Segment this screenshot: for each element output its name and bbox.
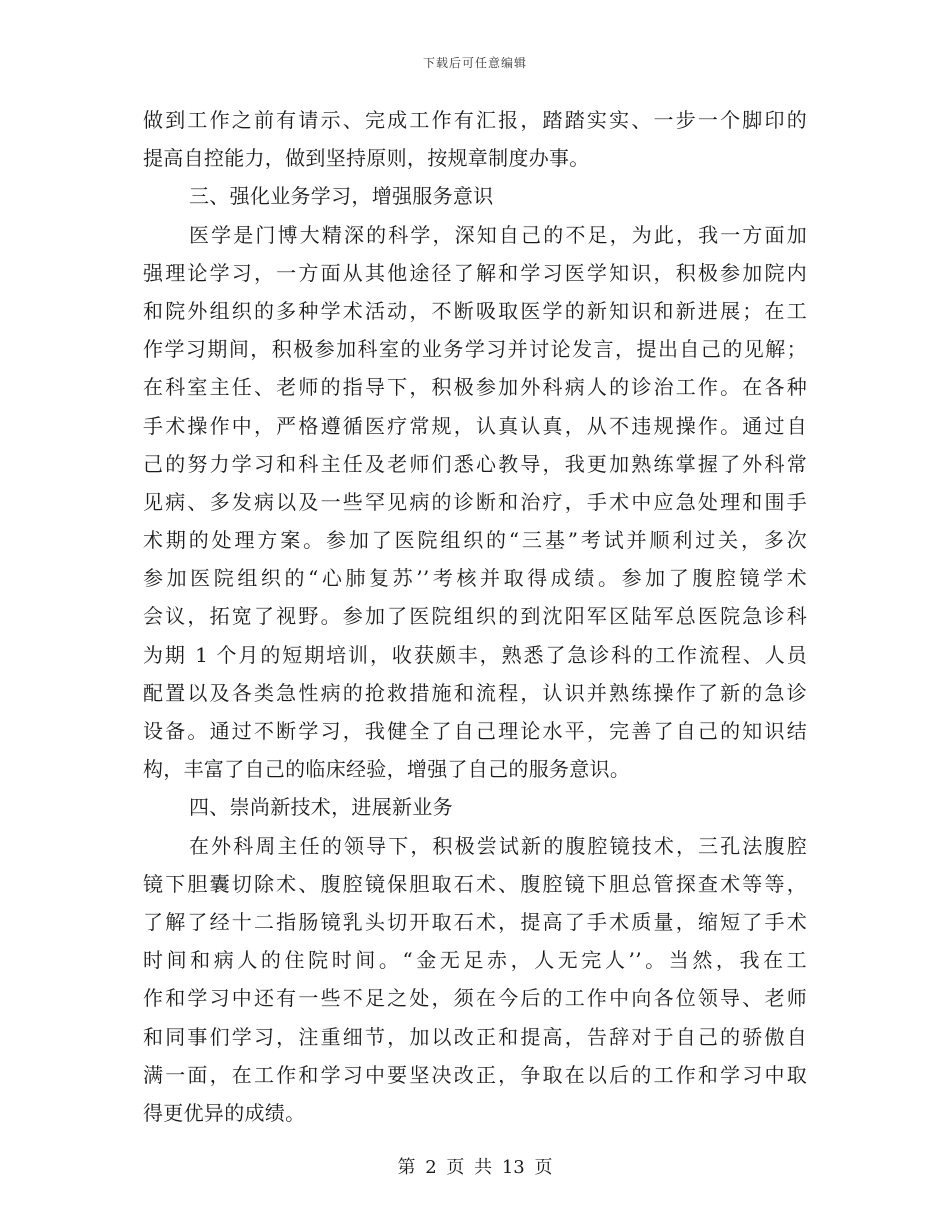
paragraph-line: 得更优异的成绩。 — [143, 1100, 306, 1125]
paragraph-line: 构，丰富了自己的临床经验，增强了自己的服务意识。 — [143, 757, 631, 782]
paragraph-line: 做到工作之前有请示、完成工作有汇报，踏踏实实、一步一个脚印的 — [143, 108, 807, 132]
paragraph-line: 设备。通过不断学习，我健全了自己理论水平，完善了自己的知识结 — [143, 719, 807, 743]
paragraph-line: 提高自控能力，做到坚持原则，按规章制度办事。 — [143, 146, 590, 171]
header-note: 下载后可任意编辑 — [422, 56, 527, 70]
paragraph-line: 医学是门博大精深的科学，深知自己的不足，为此，我一方面加 — [189, 222, 807, 247]
paragraph-line: 作学习期间，积极参加科室的业务学习并讨论发言，提出自己的见解； — [143, 337, 807, 362]
paragraph-line: 强理论学习，一方面从其他途径了解和学习医学知识，积极参加院内 — [143, 260, 807, 285]
section-heading: 四、崇尚新技术，进展新业务 — [189, 795, 453, 820]
paragraph-line: 镜下胆囊切除术、腹腔镜保胆取石术、腹腔镜下胆总管探查术等等， — [143, 871, 807, 896]
paragraph-line: 在外科周主任的领导下，积极尝试新的腹腔镜技术，三孔法腹腔 — [189, 833, 807, 858]
paragraph-line: 术期的处理方案。参加了医院组织的“三基”考试并顺利过关，多次 — [143, 528, 807, 553]
paragraph-line: 为期 1 个月的短期培训，收获颇丰，熟悉了急诊科的工作流程、人员 — [143, 642, 807, 667]
paragraph-line: 手术操作中，严格遵循医疗常规，认真认真，从不违规操作。通过自 — [143, 413, 807, 438]
paragraph-line: 时间和病人的住院时间。“金无足赤，人无完人’’。当然，我在工 — [143, 948, 807, 973]
paragraph-line: 己的努力学习和科主任及老师们悉心教导，我更加熟练掌握了外科常 — [143, 451, 807, 476]
paragraph-line: 和同事们学习，注重细节，加以改正和提高，告辞对于自己的骄傲自 — [143, 1024, 807, 1049]
paragraph-line: 满一面，在工作和学习中要坚决改正，争取在以后的工作和学习中取 — [143, 1062, 807, 1087]
paragraph-line: 和院外组织的多种学术活动，不断吸取医学的新知识和新进展；在工 — [143, 298, 807, 323]
paragraph-line: 配置以及各类急性病的抢救措施和流程，认识并熟练操作了新的急诊 — [143, 680, 807, 705]
page-number: 第 2 页 共 13 页 — [397, 1157, 553, 1178]
paragraph-line: 见病、多发病以及一些罕见病的诊断和治疗，手术中应急处理和围手 — [143, 489, 807, 514]
paragraph-line: 参加医院组织的“心肺复苏’’考核并取得成绩。参加了腹腔镜学术 — [143, 566, 807, 591]
paragraph-line: 会议，拓宽了视野。参加了医院组织的到沈阳军区陆军总医院急诊科 — [143, 604, 807, 629]
document-body — [143, 101, 807, 1132]
paragraph-line: 在科室主任、老师的指导下，积极参加外科病人的诊治工作。在各种 — [143, 375, 807, 400]
paragraph-line: 作和学习中还有一些不足之处，须在今后的工作中向各位领导、老师 — [143, 986, 807, 1011]
section-heading: 三、强化业务学习，增强服务意识 — [189, 184, 494, 209]
paragraph-line: 了解了经十二指肠镜乳头切开取石术，提高了手术质量，缩短了手术 — [143, 909, 807, 934]
